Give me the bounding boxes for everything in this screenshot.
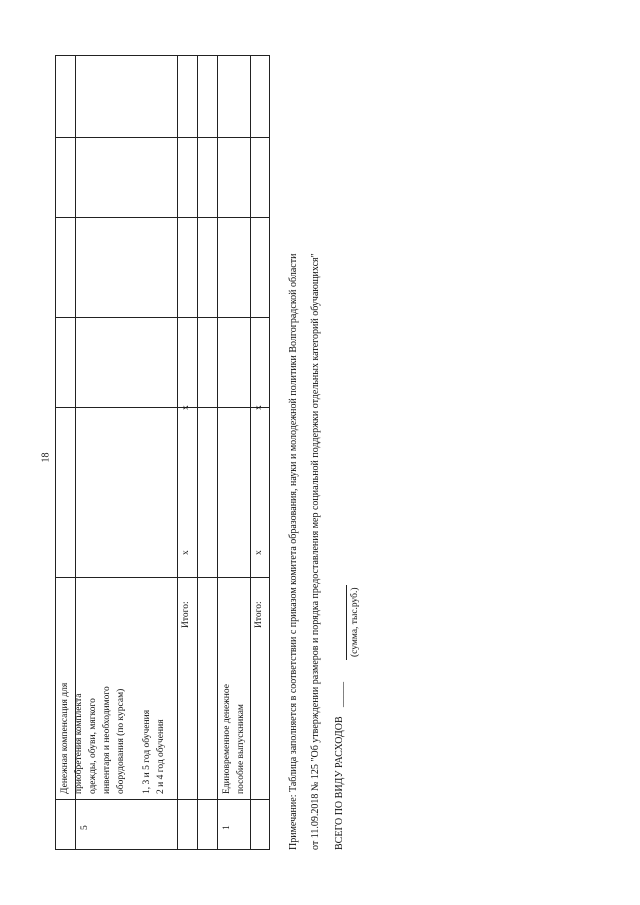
section-1-x-cell: x [254,405,264,410]
table-border-left [55,849,270,850]
total-blank: _____ [334,682,345,707]
col-line [55,407,270,408]
total-caption: (сумма, тыс.руб.) [350,587,360,657]
col-line [55,317,270,318]
row-line [177,55,178,850]
total-underline [346,585,347,660]
section-5-title-line: Денежная компенсация для [60,682,70,794]
row-line [217,55,218,850]
section-5-title-line: оборудования (по курсам) [116,688,126,794]
col-line [55,577,270,578]
section-1-x-cell: x [254,550,264,555]
section-5-title-line: одежды, обуви, мягкого [88,698,98,794]
section-5-title-line: инвентаря и необходимого [102,686,112,794]
section-1-total-label: Итого: [254,601,264,628]
col-line [55,137,270,138]
section-5-row2-label: 2 и 4 год обучения [156,719,166,794]
total-label: ВСЕГО ПО ВИДУ РАСХОДОВ [334,716,345,850]
row-line [197,55,198,850]
col-line [55,799,270,800]
section-5-x-cell: x [181,550,191,555]
section-1-title-line: пособие выпускникам [236,704,246,794]
section-5-title-line: приобретения комплекта [74,693,84,794]
row-line [250,55,251,850]
section-5-total-label: Итого: [181,601,191,628]
expenses-table [55,55,270,850]
section-1-title-line: Единовременное денежное [222,684,232,794]
section-5-x-cell: x [181,405,191,410]
note-line-2: от 11.09.2018 № 125 "Об утверждении размеров и порядка предоставления мер социальной поддержки отдельных категорий обучающихся" [310,253,321,850]
page-number: 18 [40,452,52,463]
note-line-1: Примечание: Таблица заполняется в соответствии с приказом комитета образования, науки и молодежной политики Волгоградской области [288,253,299,850]
section-1-number: 1 [222,825,232,830]
col-line [55,217,270,218]
table-border-right [55,55,270,56]
table-border-bottom [269,55,270,850]
section-5-number: 5 [80,825,90,830]
section-5-row1-label: 1, 3 и 5 год обучения [142,709,152,794]
table-border-top [55,55,56,850]
